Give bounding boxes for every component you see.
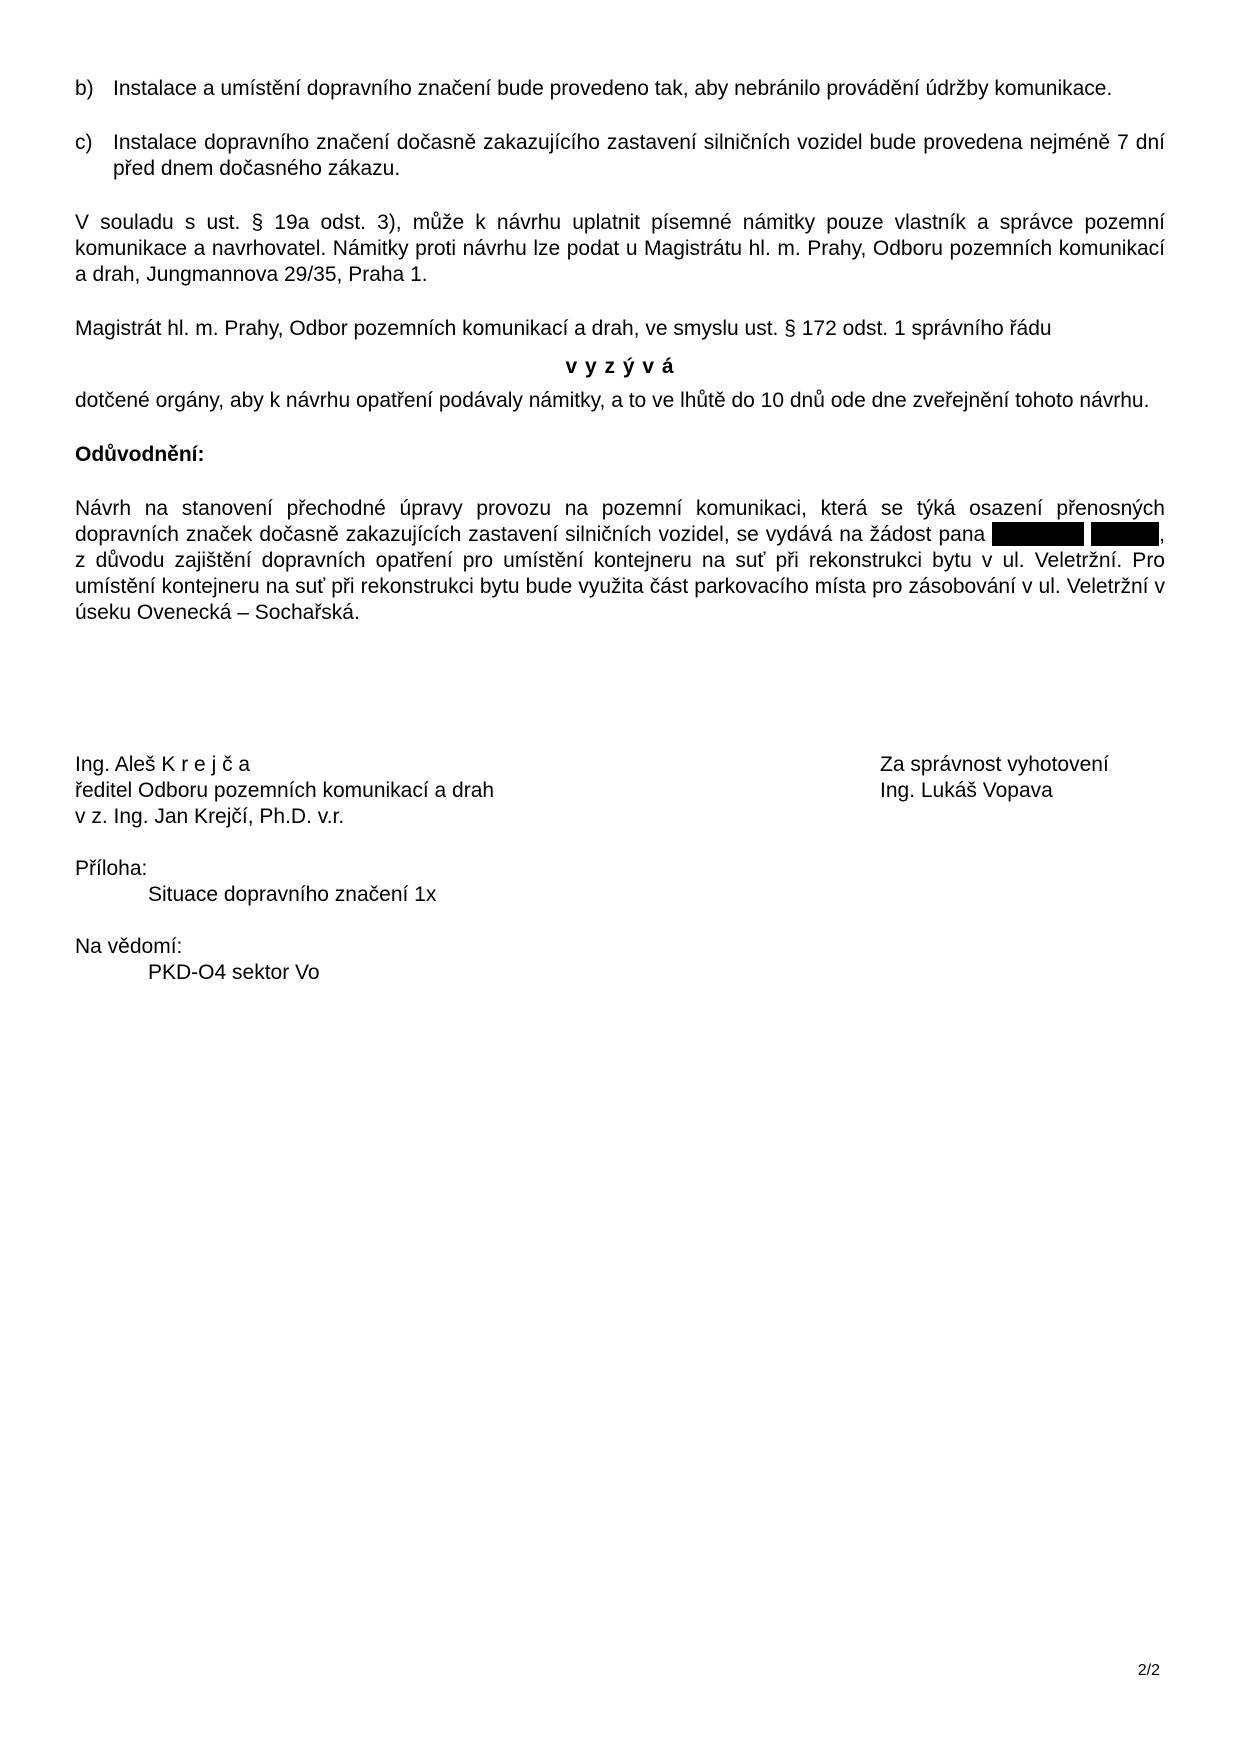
verification-label: Za správnost vyhotovení xyxy=(880,753,1109,776)
reasoning-text-part2: , z důvodu zajištění dopravních opatření pro umístění kontejneru na suť při rekonstrukci bytu v ul. Veletržní. Pro umístění kontejneru na suť při rekonstrukci bytu bude využita část parkovacího místa pro zásobování v ul. Veletržní v úseku Ovenecká – Sochařská. xyxy=(75,523,1165,624)
list-marker: c) xyxy=(75,131,93,154)
attachment-item: Situace dopravního značení 1x xyxy=(148,883,437,906)
attachment-block xyxy=(75,856,775,908)
notice-item: PKD-O4 sektor Vo xyxy=(148,961,320,984)
objections-paragraph: V souladu s ust. § 19a odst. 3), může k návrhu uplatnit písemné námitky pouze vlastník a správce pozemní komunikace a navrhovatel. Námitky proti návrhu lze podat u Magistrátu hl. m. Prahy, Odboru pozemních komunikací a drah, Jungmannova 29/35, Praha 1. xyxy=(75,211,1165,286)
list-text: Instalace a umístění dopravního značení bude provedeno tak, aby nebránilo provádění údržby komunikace. xyxy=(113,77,1113,100)
list-item-c xyxy=(75,130,1165,182)
signature-left xyxy=(75,752,775,986)
redaction-block xyxy=(992,522,1084,546)
signature-right xyxy=(880,752,1165,986)
page-number: 2/2 xyxy=(1137,1662,1160,1679)
vyzyva-heading: v y z ý v á xyxy=(565,355,675,378)
signatory-name: Ing. Aleš K r e j č a xyxy=(75,753,251,776)
signature-section xyxy=(75,752,1165,986)
notice-label: Na vědomí: xyxy=(75,935,183,958)
reasoning-text-part1: Návrh na stanovení přechodné úpravy provozu na pozemní komunikaci, která se týká osazení přenosných dopravních značek dočasně zakazujících zastavení silničních vozidel, se vydává na žádost pana xyxy=(75,497,1165,546)
list-marker: b) xyxy=(75,77,94,100)
reasoning-paragraph xyxy=(75,496,1165,626)
list-item-b xyxy=(75,76,1165,102)
organs-paragraph: dotčené orgány, aby k návrhu opatření podávaly námitky, a to ve lhůtě do 10 dnů ode dne zveřejnění tohoto návrhu. xyxy=(75,389,1150,412)
document-page xyxy=(75,76,1165,986)
list-text: Instalace dopravního značení dočasně zakazujícího zastavení silničních vozidel bude provedena nejméně 7 dní před dnem dočasného zákazu. xyxy=(113,131,1165,180)
verifier-name: Ing. Lukáš Vopava xyxy=(880,779,1053,802)
reasoning-heading: Odůvodnění: xyxy=(75,443,205,466)
attachment-label: Příloha: xyxy=(75,857,148,880)
signatory-position: ředitel Odboru pozemních komunikací a drah xyxy=(75,779,495,802)
redaction-block xyxy=(1091,522,1159,546)
magistrat-paragraph: Magistrát hl. m. Prahy, Odbor pozemních komunikací a drah, ve smyslu ust. § 172 odst. 1 správního řádu xyxy=(75,317,1052,340)
signatory-substitute: v z. Ing. Jan Krejčí, Ph.D. v.r. xyxy=(75,805,345,828)
notice-block xyxy=(75,934,775,986)
